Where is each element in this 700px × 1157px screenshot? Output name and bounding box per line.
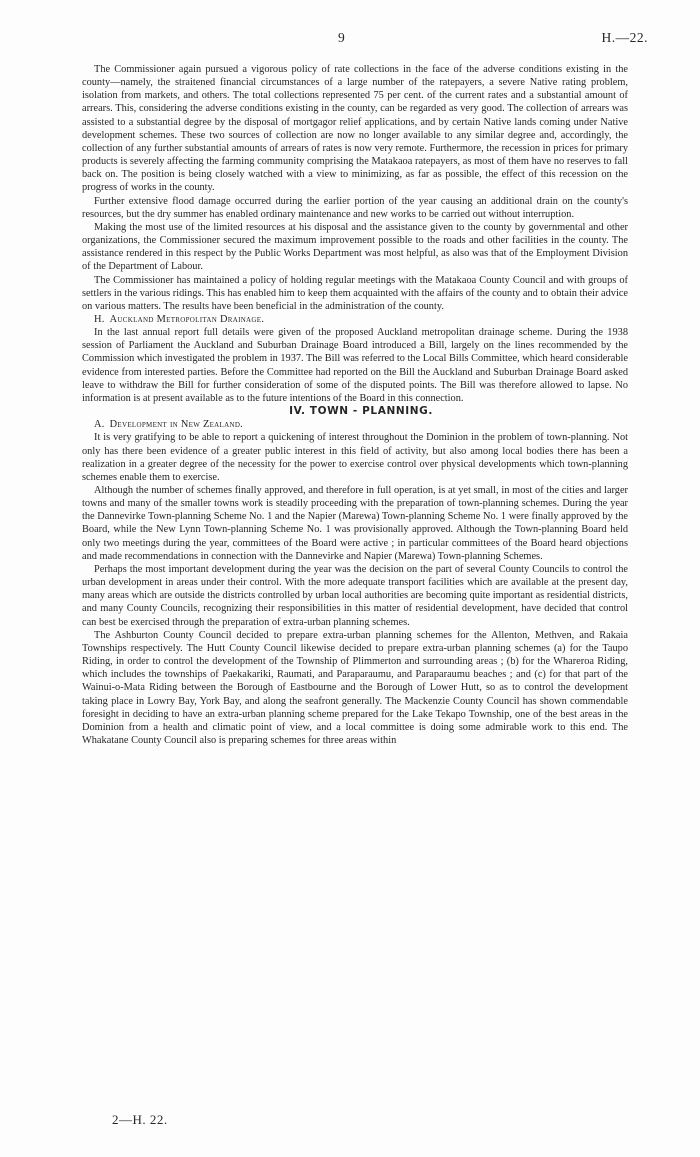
paragraph: Although the number of schemes finally approved, and therefore in full operation, is at yet small, in most of the cities and larger towns and many of the smaller towns work is steadily proceeding with the preparation of town-planning schemes. During the year the Dannevirke Town-planning Scheme No. 1 and the Napier (Marewa) Town-planning Scheme No. 1 were finally approved by the Board, while the New Lynn Town-planning Scheme No. 1 was provisionally approved. Although the Town-planning Board held only two meetings during the year, committees of the Board were active ; in particular committees of the Board heard objections and made recommendations in connection with the Dannevirke and Napier (Marewa) Town-planning Schemes. (82, 485, 628, 562)
section-title: Auckland Metropolitan Drainage. (109, 313, 265, 325)
paragraph: The Ashburton County Council decided to prepare extra-urban planning schemes for the Allenton, Methven, and Rakaia Townships respectively. The Hutt County Council likewise decided to prepare extra-urban planning schemes (a) for the Taupo Riding, in order to control the development of the Township of Plimmerton and surrounding areas ; (b) for the Whareroa Riding, which includes the townships of Paekakariki, Raumati, and Paraparaumu, and Paraparaumu beaches ; and (c) for that part of the Wainui-o-Mata Riding between the Borough of Eastbourne and the Borough of Lower Hutt, so as to control the development taking place in Lowry Bay, York Bay, and along the seafront generally. The Mackenzie County Council has shown commendable foresight in deciding to have an extra-urban planning scheme prepared for the Lake Tekapo Township, one of the best areas in the Dominion from a health and climatic point of view, and a local committee is doing some admirable work to this end. The Whakatane County Council also is preparing schemes for three areas within (82, 629, 628, 746)
section-key: H. (94, 313, 105, 325)
paragraph: It is very gratifying to be able to report a quickening of interest throughout the Dominion in the problem of town-planning. Not only has there been evidence of a greater public interest in this field of activity, but also among local bodies there has been a realization in a greater degree of the necessity for the power to exercise control over physical developments which town-planning schemes enable them to exercise. (82, 432, 628, 483)
section-heading-a (82, 418, 628, 431)
section-title: Development in New Zealand. (109, 419, 244, 431)
part-heading: IV. TOWN - PLANNING. (289, 405, 433, 418)
page-number: 9 (338, 30, 346, 45)
section-heading-h (82, 313, 628, 326)
paragraph: The Commissioner again pursued a vigorous policy of rate collections in the face of the adverse conditions existing in the county—namely, the straitened financial circumstances of a large number of the ratepayers, a severe Native rating problem, isolation from markets, and others. The total collections represented 75 per cent. of the current rates and a substantial amount of arrears. This, considering the adverse conditions existing in the county, can be regarded as very good. The collection of arrears was assisted to a substantial degree by the disposal of mortgagor relief applications, and by certain Native lands coming under Native development schemes. These two sources of collection are now no longer available to any similar degree and, accordingly, the collection of any further substantial amounts of arrears of rates is now very remote. Furthermore, the recession in prices for primary products is severely affecting the farming community comprising the Matakaoa ratepayers, as most of them have no reserves to fall back on. The position is being closely watched with a view to minimizing, as far as possible, the effect of this recession on the progress of works in the county. (82, 64, 628, 194)
paragraph: The Commissioner has maintained a policy of holding regular meetings with the Matakaoa County Council and with groups of settlers in the various ridings. This has enabled him to keep them acquainted with the affairs of the county and to obtain their advice on various matters. The results have been beneficial in the administration of the county. (82, 274, 628, 312)
document-reference: H.—22. (601, 30, 648, 45)
paragraph: In the last annual report full details were given of the proposed Auckland metropolitan drainage scheme. During the 1938 session of Parliament the Auckland and Suburban Drainage Board introduced a Bill, largely on the lines recommended by the Commission which investigated the problem in 1937. The Bill was referred to the Local Bills Committee, which heard considerable evidence from interested parties. Before the Committee had reported on the Bill the Auckland and Suburban Drainage Board asked leave to withdraw the Bill for further consideration of some of the disputed points. The Bill was therefore allowed to lapse. No information is at present available as to the future intentions of the Board in this connection. (82, 327, 628, 404)
paragraph: Perhaps the most important development during the year was the decision on the part of several County Councils to control the urban development in areas under their control. With the more adequate transport facilities which are available at the present day, many areas which are outside the districts controlled by urban local authorities are becoming quite important as residential districts, and many County Councils, recognizing their responsibilities in this matter of residential development, have decided that control can best be exercised through the preparation of extra-urban planning schemes. (82, 563, 628, 628)
paragraph: Making the most use of the limited resources at his disposal and the assistance given to the county by governmental and other organizations, the Commissioner secured the maximum improvement possible to the roads and other facilities in the county. The assistance rendered in this respect by the Public Works Department was most helpful, as also was that of the Employment Division of the Department of Labour. (82, 221, 628, 273)
document-body (82, 63, 628, 747)
section-key: A. (94, 419, 105, 431)
signature-reference: 2—H. 22. (112, 1112, 168, 1127)
paragraph: Further extensive flood damage occurred during the earlier portion of the year causing an additional drain on the county's resources, but the dry summer has enabled ordinary maintenance and new works to be carried out without interruption. (82, 195, 628, 220)
